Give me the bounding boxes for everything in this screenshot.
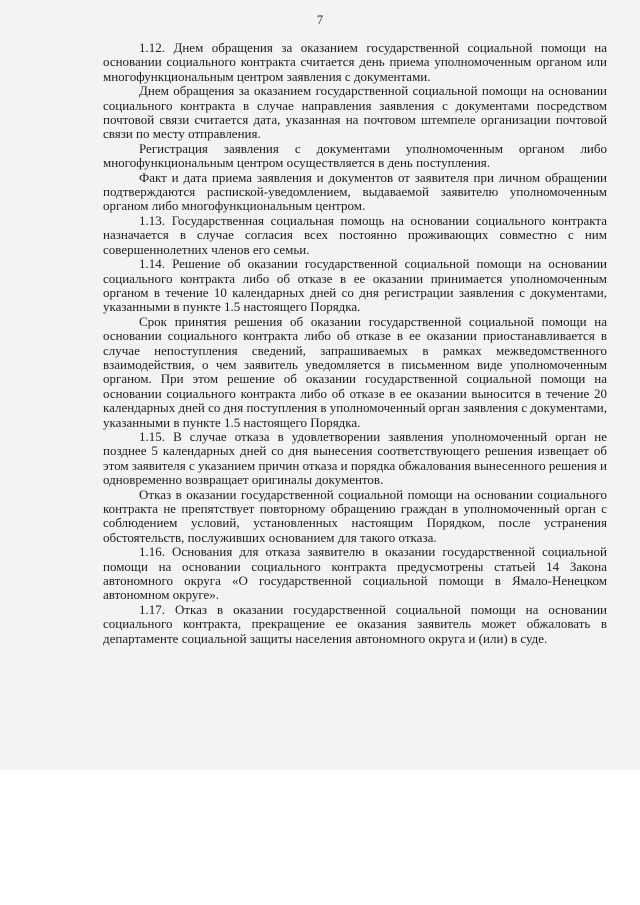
paragraph-refusal-reapply: Отказ в оказании государственной социальной помощи на основании социального контракта не препятствует повторному обращению граждан в уполномоченный орган с соблюдением условий, установленных настоящим Порядком, после устранения обстоятельств, послуживших основанием для такого отказа. — [103, 486, 607, 545]
paragraph-1-12: 1.12. Днем обращения за оказанием государственной социальной помощи на основании социального контракта считается день приема уполномоченным органом или многофункциональным центром заявления с документами. — [103, 40, 607, 84]
paragraph-decision-term: Срок принятия решения об оказании государственной социальной помощи на основании социального контракта либо об отказе в ее оказании приостанавливается в случае непоступления сведений, запрашиваемых в рамках межведомственного взаимодействия, о чем заявитель уведомляется в письменном виде уполномоченным органом. При этом решение об оказании государственной социальной помощи на основании социального контракта либо об отказе в ее оказании выносится в течение 20 календарных дней со дня поступления в уполномоченный орган заявления с документами, указанными в пункте 1.5 настоящего Порядка. — [103, 313, 607, 430]
paragraph-1-17: 1.17. Отказ в оказании государственной социальной помощи на основании социального контракта, прекращение ее оказания заявитель может обжаловать в департаменте социальной защиты населения автономного округа и (или) в суде. — [103, 601, 607, 646]
paragraph-registration: Регистрация заявления с документами уполномоченным органом либо многофункциональным центром осуществляется в день поступления. — [103, 140, 607, 171]
paragraph-1-14: 1.14. Решение об оказании государственной социальной помощи на основании социального контракта либо об отказе в ее оказании принимается уполномоченным органом в течение 10 календарных дней со дня регистрации заявления с документами, указанными в пункте 1.5 настоящего Порядка. — [103, 256, 607, 315]
paragraph-postal-date: Днем обращения за оказанием государственной социальной помощи на основании социального контракта в случае направления заявления с документами посредством почтовой связи считается дата, указанная на почтовом штемпеле организации почтовой связи по месту отправления. — [103, 83, 607, 142]
document-body — [103, 41, 607, 646]
paragraph-receipt-notice: Факт и дата приема заявления и документов от заявителя при личном обращении подтверждаются распиской-уведомлением, выдаваемой заявителю уполномоченным органом либо многофункциональным центром. — [103, 169, 607, 214]
blank-margin — [0, 770, 640, 905]
page-number: 7 — [316, 13, 324, 27]
paragraph-1-15: 1.15. В случае отказа в удовлетворении заявления уполномоченный орган не позднее 5 календарных дней со дня вынесения соответствующего решения извещает об этом заявителя с указанием причин отказа и порядка обжалования вынесенного решения и одновременно возвращает оригиналы документов. — [103, 428, 607, 488]
paragraph-1-13: 1.13. Государственная социальная помощь на основании социального контракта назначается в случае согласия всех постоянно проживающих совместно с ним совершеннолетних членов его семьи. — [103, 212, 607, 257]
paragraph-1-16: 1.16. Основания для отказа заявителю в оказании государственной социальной помощи на основании социального контракта предусмотрены статьей 14 Закона автономного округа «О государственной социальной помощи в Ямало-Ненецком автономном округе». — [103, 544, 607, 603]
